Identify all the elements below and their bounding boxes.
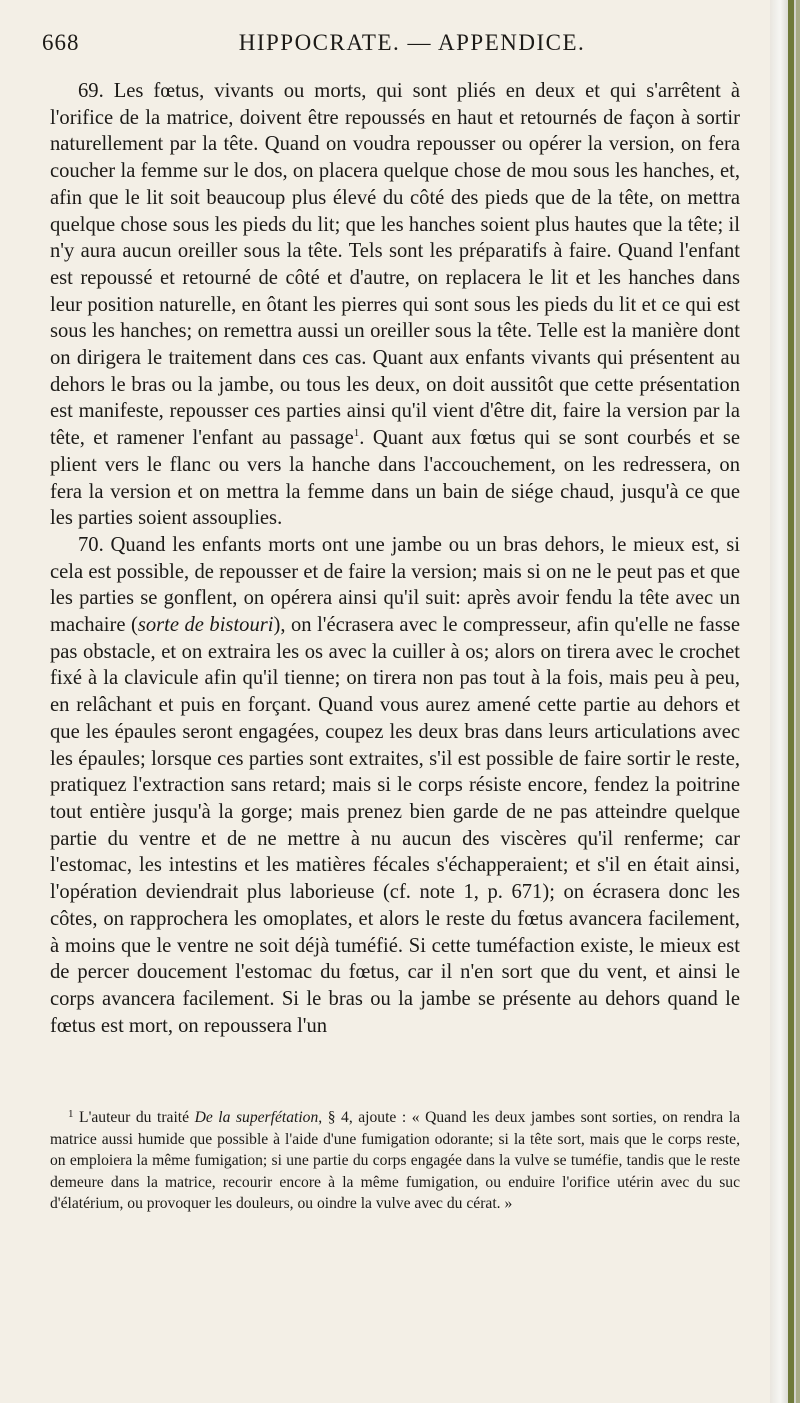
footnote-1 — [50, 1104, 740, 1215]
main-text — [50, 78, 740, 1039]
binding-edge-stripe — [796, 0, 800, 1403]
footnote — [50, 1104, 740, 1215]
footnote-mark: 1 — [68, 1108, 74, 1120]
footnote-italic-title: De la superfétation — [194, 1109, 319, 1126]
page-number: 668 — [42, 30, 80, 55]
book-binding-edge — [770, 0, 800, 1403]
paragraph-69 — [50, 78, 740, 532]
running-head — [42, 30, 742, 70]
footnote-text-b: , § 4, ajoute : « Quand les deux jambes sont sorties, on rendra la matrice aussi humide que possible à l'aide d'une fumigation odorante; si la tête sort, mais que le corps reste, on emploiera la même fumigation; si une partie du corps engagée dans la vulve se tuméfie, tandis que le reste demeure dans la matrice, recourir encore à la même fumigation, ou enduire l'orifice utérin avec du suc d'élatérium, ou provoquer les douleurs, ou oindre la vulve avec du cérat. » — [50, 1109, 741, 1212]
footnote-text-a: L'auteur du traité — [79, 1109, 195, 1126]
running-title: HIPPOCRATE. — APPENDICE. — [238, 30, 586, 55]
paragraph-70-text-b: ), on l'écrasera avec le compresseur, afin qu'elle ne fasse pas obstacle, et on extraira les os avec la cuiller à os; alors on tirera avec le crochet fixé à la clavicule afin qu'il tienne; on tirera non pas tout à la fois, mais peu à peu, en relâchant et puis en forçant. Quand vous aurez amené cette partie au dehors et que les épaules seront engagées, coupez les deux bras dans leurs articulations avec les épaules; lorsque ces parties sont extraites, s'il est possible de faire sortir le reste, pratiquez l'extraction sans retard; mais si le corps résiste encore, fendez la poitrine tout entière jusqu'à la gorge; mais prenez bien garde de ne pas atteindre quelque partie du ventre et de ne mettre à nu aucun des viscères qu'il renferme; car l'estomac, les intestins et les matières fécales s'échapperaient; et s'il en était ainsi, l'opération deviendrait plus laborieuse (cf. note 1, p. 671); on écrasera donc les côtes, on rapprochera les omoplates, et alors le reste du fœtus avancera facilement, à moins que le ventre ne soit déjà tuméfié. Si cette tuméfaction existe, le mieux est de percer doucement l'estomac du fœtus, car il n'en sort que du vent, et ainsi le corps avancera facilement. Si le bras ou la jambe se présente au dehors quand le fœtus est mort, on repoussera l'un — [50, 614, 740, 1037]
paragraph-70 — [50, 532, 740, 1039]
paragraph-70-italic-gloss: sorte de bistouri — [137, 614, 274, 637]
paragraph-69-text-b: . Quant aux fœtus qui se sont courbés et se plient vers le flanc ou vers la hanche dans l'accouchement, on les redressera, on fera la version et on mettra la femme dans un bain de siége chaud, jusqu'à ce que les parties soient assouplies. — [50, 427, 741, 530]
footnote-reference[interactable]: 1 — [353, 427, 360, 440]
paragraph-69-text-a: 69. Les fœtus, vivants ou morts, qui sont pliés en deux et qui s'arrêtent à l'orifice de la matrice, doivent être repoussés en haut et retournés de façon à sortir naturellement par la tête. Quand on voudra repousser ou opérer la version, on fera coucher la femme sur le dos, on placera quelque chose de mou sous les hanches, et, afin que le lit soit beaucoup plus élevé du côté des pieds que de la tête, on mettra quelque chose sous les pieds du lit; que les hanches soient plus hautes que la tête; il n'y aura aucun oreiller sous la tête. Tels sont les préparatifs à faire. Quand l'enfant est repoussé et retourné de côté et d'autre, on replacera le lit et les hanches dans leur position naturelle, en ôtant les pierres qui sont sous les pieds du lit et ce qui est sous les hanches; on remettra aussi un oreiller sous la tête. Telle est la manière dont on dirigera le traitement dans ces cas. Quant aux enfants vivants qui présentent au dehors le bras ou la jambe, ou tous les deux, on doit aussitôt que cette présentation est manifeste, repousser ces parties ainsi qu'il vient d'être dit, faire la version par la tête, et ramener l'enfant au passage — [50, 80, 740, 450]
paragraph-70-text-a: 70. Quand les enfants morts ont une jambe ou un bras dehors, le mieux est, si cela est possible, de repousser et de faire la version; mais si on ne le peut pas et que les parties se gonflent, on opérera ainsi qu'il suit: après avoir fendu la tête avec un machaire ( — [50, 533, 740, 637]
binding-stripe — [788, 0, 794, 1403]
